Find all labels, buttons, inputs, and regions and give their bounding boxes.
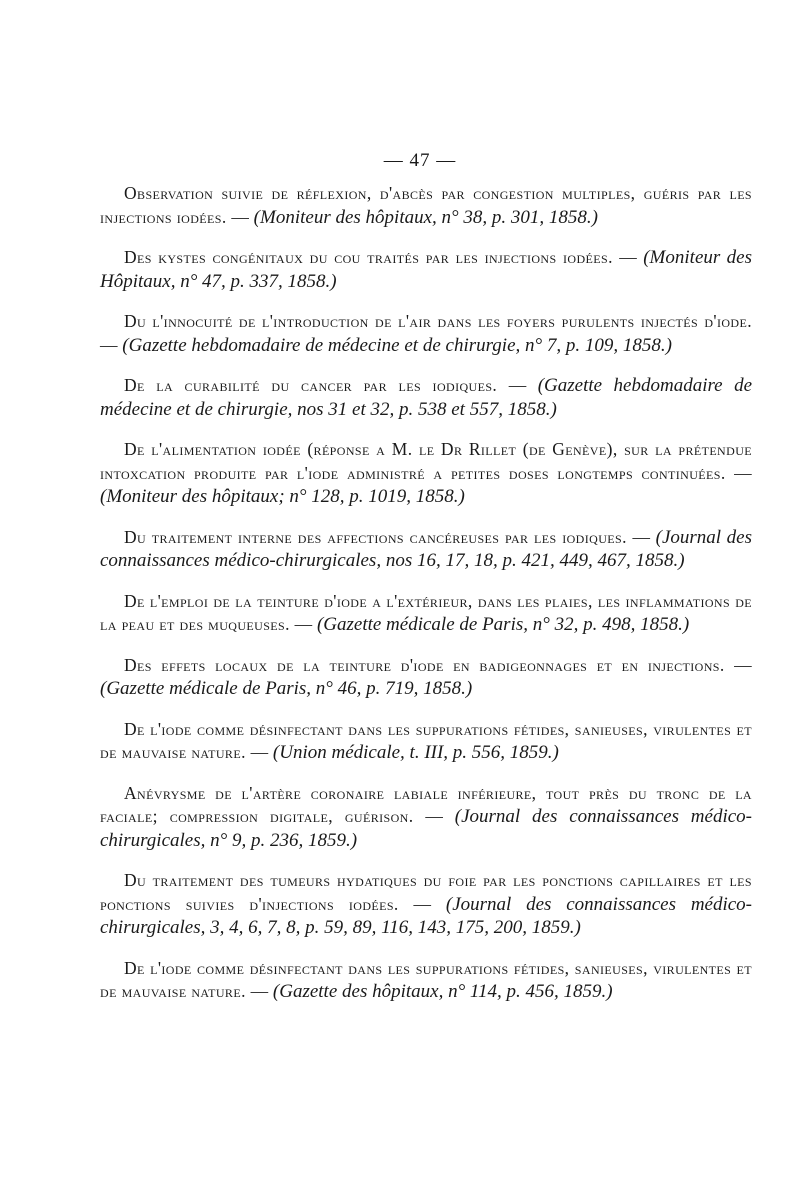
bibliography-entry [100, 869, 752, 940]
entry-title: De l'iode comme désinfectant dans les suppurations fétides, sanieuses, virulentes et de mauvaise nature. — [100, 718, 752, 762]
entry-source: (Moniteur des hôpitaux; n° 128, p. 1019, 1858.) [100, 486, 465, 507]
entry-source: (Journal des connaissances médico-chirurgicales, nos 16, 17, 18, p. 421, 449, 467, 1858.) [100, 526, 752, 571]
entry-source: (Moniteur des hôpitaux, n° 38, p. 301, 1858.) [253, 206, 598, 228]
bibliography-entry [100, 246, 752, 293]
entry-title: Observation suivie de réflexion, d'abcès par congestion multiples, guéris par les injections iodées. — [100, 183, 752, 227]
entry-source: (Gazette hebdomadaire de médecine et de chirurgie, n° 7, p. 109, 1858.) [122, 334, 672, 356]
entry-source: (Gazette des hôpitaux, n° 114, p. 456, 1859.) [272, 981, 613, 1002]
bibliography-entry [100, 654, 752, 701]
bibliography-list [100, 182, 752, 1021]
bibliography-entry [100, 957, 752, 1004]
page-number: — 47 — [383, 150, 457, 171]
bibliography-entry [100, 782, 752, 853]
entry-source: (Journal des connaissances médico-chirurgicales, 3, 4, 6, 7, 8, p. 59, 89, 116, 143, 175, 200, 1859.) [100, 893, 753, 938]
entry-title: De l'emploi de la teinture d'iode a l'extérieur, dans les plaies, les inflammations de la peau et des muqueuses. — [100, 590, 752, 634]
entry-source: (Gazette médicale de Paris, n° 32, p. 498, 1858.) [316, 614, 690, 635]
entry-title: Des kystes congénitaux du cou traités par les injections iodées. — [124, 247, 638, 267]
entry-title: De l'alimentation iodée (réponse a M. le Dr Rillet (de Genève), sur la prétendue intoxcation produite par l'iode administré a petites doses longtemps continuées. — [100, 439, 752, 483]
entry-title: Du l'innocuité de l'introduction de l'air dans les foyers purulents injectés d'iode. — [100, 311, 752, 355]
bibliography-entry [100, 374, 752, 421]
bibliography-entry [100, 590, 752, 637]
entry-title: De la curabilité du cancer par les iodiques. — [124, 375, 527, 395]
entry-title: Anévrysme de l'artère coronaire labiale inférieure, tout près du tronc de la faciale; compression digitale, guérison. — [100, 782, 752, 826]
entry-source: (Journal des connaissances médico-chirurgicales, n° 9, p. 236, 1859.) [100, 806, 752, 851]
bibliography-entry [100, 310, 752, 357]
bibliography-entry [100, 526, 752, 573]
entry-title: Du traitement des tumeurs hydatiques du foie par les ponctions capillaires et les ponctions suivies d'injections iodées. — [100, 870, 752, 914]
bibliography-entry [100, 438, 752, 509]
entry-title: Des effets locaux de la teinture d'iode en badigeonnages et en injections. — [124, 654, 752, 675]
bibliography-entry [100, 718, 752, 765]
entry-source: (Moniteur des Hôpitaux, n° 47, p. 337, 1858.) [100, 247, 753, 292]
entry-source: (Gazette hebdomadaire de médecine et de chirurgie, nos 31 et 32, p. 538 et 557, 1858.) [100, 375, 753, 420]
entry-source: (Gazette médicale de Paris, n° 46, p. 719, 1858.) [100, 678, 473, 699]
bibliography-entry [100, 182, 752, 229]
entry-title: Du traitement interne des affections cancéreuses par les iodiques. — [124, 526, 651, 547]
entry-source: (Union médicale, t. III, p. 556, 1859.) [272, 742, 559, 763]
entry-title: De l'iode comme désinfectant dans les suppurations fétides, sanieuses, virulentes et de mauvaise nature. — [100, 957, 752, 1001]
